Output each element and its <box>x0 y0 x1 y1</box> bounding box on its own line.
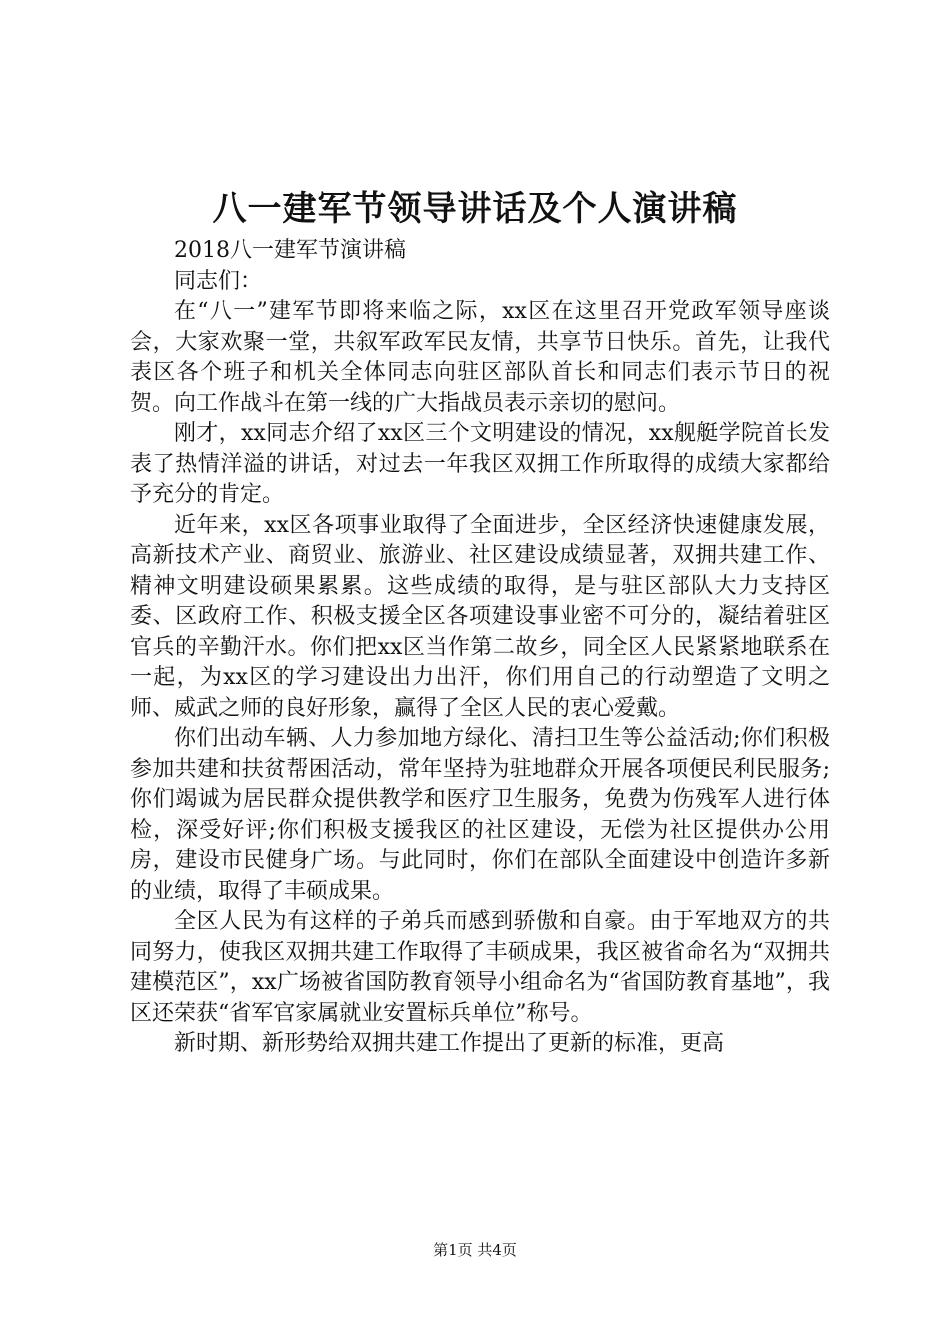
document-body <box>130 236 830 1060</box>
paragraph: 近年来，xx区各项事业取得了全面进步，全区经济快速健康发展，高新技术产业、商贸业、旅游业、社区建设成绩显著，双拥共建工作、精神文明建设硕果累累。这些成绩的取得，是与驻区部队大力支持区委、区政府工作、积极支援全区各项建设事业密不可分的，凝结着驻区官兵的辛勤汗水。你们把xx区当作第二故乡，同全区人民紧紧地联系在一起，为xx区的学习建设出力出汗，你们用自己的行动塑造了文明之师、威武之师的良好形象，赢得了全区人民的衷心爱戴。 <box>130 512 830 721</box>
salutation: 同志们： <box>174 268 263 294</box>
document-title: 八一建军节领导讲话及个人演讲稿 <box>212 189 738 229</box>
paragraph: 在“八一”建军节即将来临之际，xx区在这里召开党政军领导座谈会，大家欢聚一堂，共叙军政军民友情，共享节日快乐。首先，让我代表区各个班子和机关全体同志向驻区部队首长和同志们表示节日的祝贺。向工作战斗在第一线的广大指战员表示亲切的慰问。 <box>130 299 830 416</box>
paragraph: 你们出动车辆、人力参加地方绿化、清扫卫生等公益活动;你们积极参加共建和扶贫帮困活动，常年坚持为驻地群众开展各项便民利民服务;你们竭诚为居民群众提供教学和医疗卫生服务，免费为伤残军人进行体检，深受好评;你们积极支援我区的社区建设，无偿为社区提供办公用房，建设市民健身广场。与此同时，你们在部队全面建设中创造许多新的业绩，取得了丰硕成果。 <box>130 726 830 904</box>
paragraph: 新时期、新形势给双拥共建工作提出了更新的标准，更高 <box>174 1031 725 1056</box>
subtitle: 2018八一建军节演讲稿 <box>174 238 406 263</box>
page-footer: 第1页 共4页 <box>433 1241 517 1259</box>
paragraph: 全区人民为有这样的子弟兵而感到骄傲和自豪。由于军地双方的共同努力，使我区双拥共建工作取得了丰硕成果，我区被省命名为“双拥共建模范区”，xx广场被省国防教育领导小组命名为“省国防教育基地”，我区还荣获“省军官家属就业安置标兵单位”称号。 <box>130 909 830 1026</box>
paragraph: 刚才，xx同志介绍了xx区三个文明建设的情况，xx舰艇学院首长发表了热情洋溢的讲话，对过去一年我区双拥工作所取得的成绩大家都给予充分的肯定。 <box>130 421 830 507</box>
